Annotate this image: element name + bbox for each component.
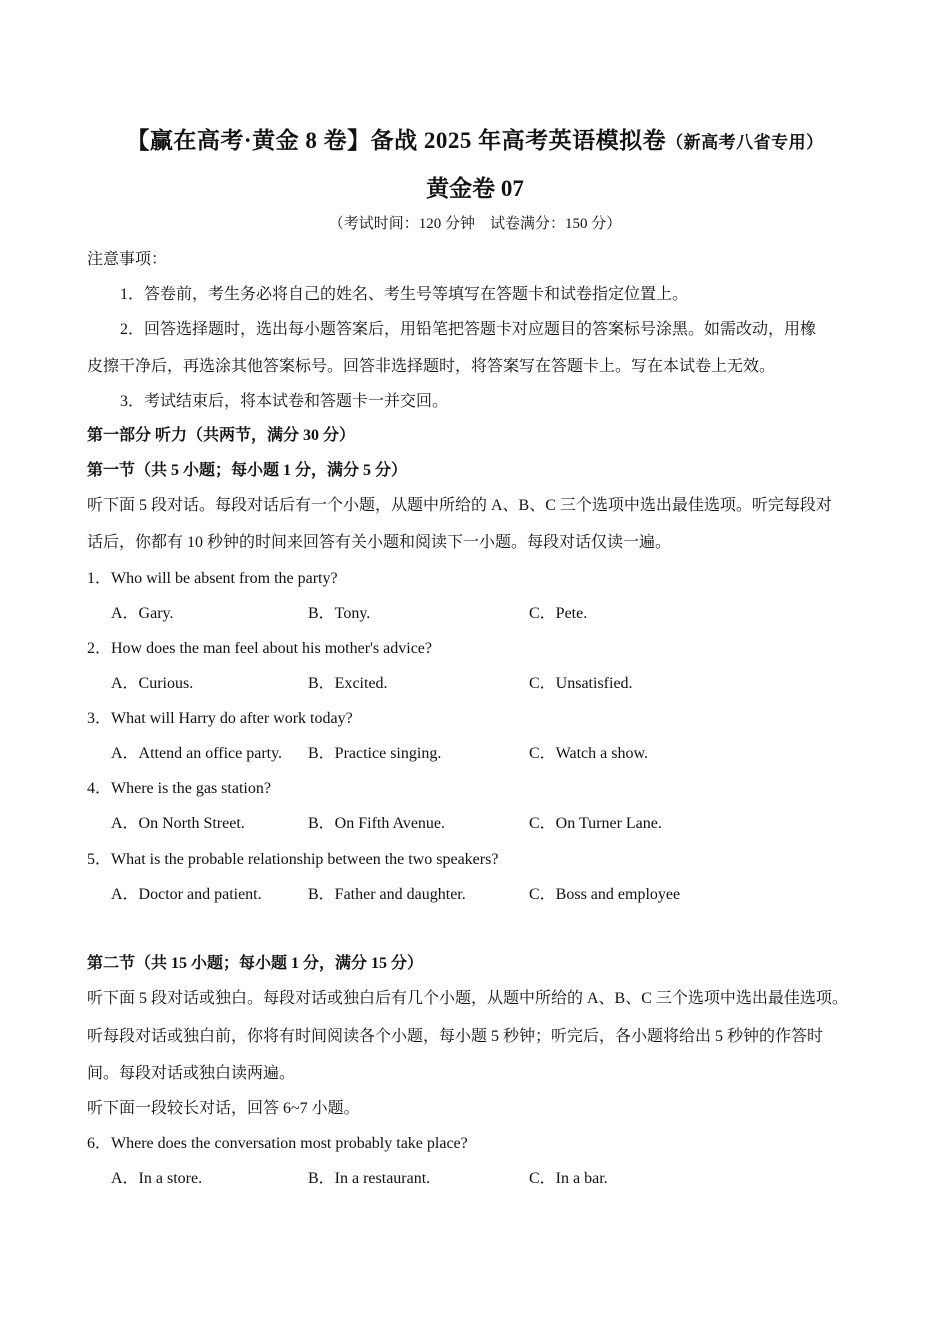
note-item-1: 1．答卷前，考生务必将自己的姓名、考生号等填写在答题卡和试卷指定位置上。: [120, 286, 689, 303]
question-stem: 6．Where does the conversation most probably take place?: [87, 1135, 468, 1152]
option-a: A．Gary.: [111, 605, 174, 622]
option-b: B．Father and daughter.: [308, 886, 466, 903]
option-b: B．Tony.: [308, 605, 371, 622]
option-a: A．In a store.: [111, 1170, 203, 1187]
section2-instructions-line-3: 间。每段对话或独白读两遍。: [87, 1065, 296, 1082]
section2-heading: 第二节（共 15 小题；每小题 1 分，满分 15 分）: [87, 955, 424, 972]
section1-instructions-line-1: 听下面 5 段对话。每段对话后有一个小题，从题中所给的 A、B、C 三个选项中选出最佳选项。听完每段对: [87, 497, 832, 514]
section1-heading: 第一节（共 5 小题；每小题 1 分，满分 5 分）: [87, 462, 408, 479]
option-a: A．Doctor and patient.: [111, 886, 262, 903]
question-stem: 3．What will Harry do after work today?: [87, 710, 353, 727]
exam-info: （考试时间：120 分钟 试卷满分：150 分）: [328, 216, 622, 232]
notes-heading: 注意事项：: [87, 251, 168, 268]
section2-instructions-line-2: 听每段对话或独白前，你将有时间阅读各个小题，每小题 5 秒钟；听完后，各小题将给出 5 秒钟的作答时: [87, 1028, 824, 1045]
option-b: B．Practice singing.: [308, 745, 442, 762]
exam-title-main: 【赢在高考·黄金 8 卷】备战 2025 年高考英语模拟卷: [126, 128, 667, 153]
question-stem: 5．What is the probable relationship between the two speakers?: [87, 851, 499, 868]
note-item-2-line-1: 2．回答选择题时，选出每小题答案后，用铅笔把答题卡对应题目的答案标号涂黑。如需改动，用橡: [120, 321, 817, 338]
option-c: C．On Turner Lane.: [529, 815, 662, 832]
option-b: B．Excited.: [308, 675, 388, 692]
section1-instructions-line-2: 话后，你都有 10 秒钟的时间来回答有关小题和阅读下一小题。每段对话仅读一遍。: [87, 534, 672, 551]
paper-name: 黄金卷 07: [426, 176, 524, 201]
option-a: A．Attend an office party.: [111, 745, 283, 762]
question-stem: 2．How does the man feel about his mother's advice?: [87, 640, 433, 657]
part1-heading: 第一部分 听力（共两节，满分 30 分）: [87, 427, 356, 444]
option-c: C．Watch a show.: [529, 745, 648, 762]
option-c: C．Unsatisfied.: [529, 675, 633, 692]
option-b: B．On Fifth Avenue.: [308, 815, 446, 832]
note-item-3: 3．考试结束后，将本试卷和答题卡一并交回。: [120, 393, 449, 410]
question-stem: 1．Who will be absent from the party?: [87, 570, 338, 587]
note-item-2-line-2: 皮擦干净后，再选涂其他答案标号。回答非选择题时，将答案写在答题卡上。写在本试卷上无效。: [87, 358, 776, 375]
option-c: C．Boss and employee: [529, 886, 681, 903]
exam-title: [0, 122, 950, 155]
option-b: B．In a restaurant.: [308, 1170, 431, 1187]
exam-title-sub: （新高考八省专用）: [666, 133, 824, 152]
option-a: A．On North Street.: [111, 815, 245, 832]
question-stem: 4．Where is the gas station?: [87, 780, 271, 797]
option-c: C．In a bar.: [529, 1170, 608, 1187]
option-a: A．Curious.: [111, 675, 194, 692]
passage-note: 听下面一段较长对话，回答 6~7 小题。: [87, 1100, 360, 1117]
section2-instructions-line-1: 听下面 5 段对话或独白。每段对话或独白后有几个小题，从题中所给的 A、B、C 三个选项中选出最佳选项。: [87, 990, 848, 1007]
option-c: C．Pete.: [529, 605, 588, 622]
